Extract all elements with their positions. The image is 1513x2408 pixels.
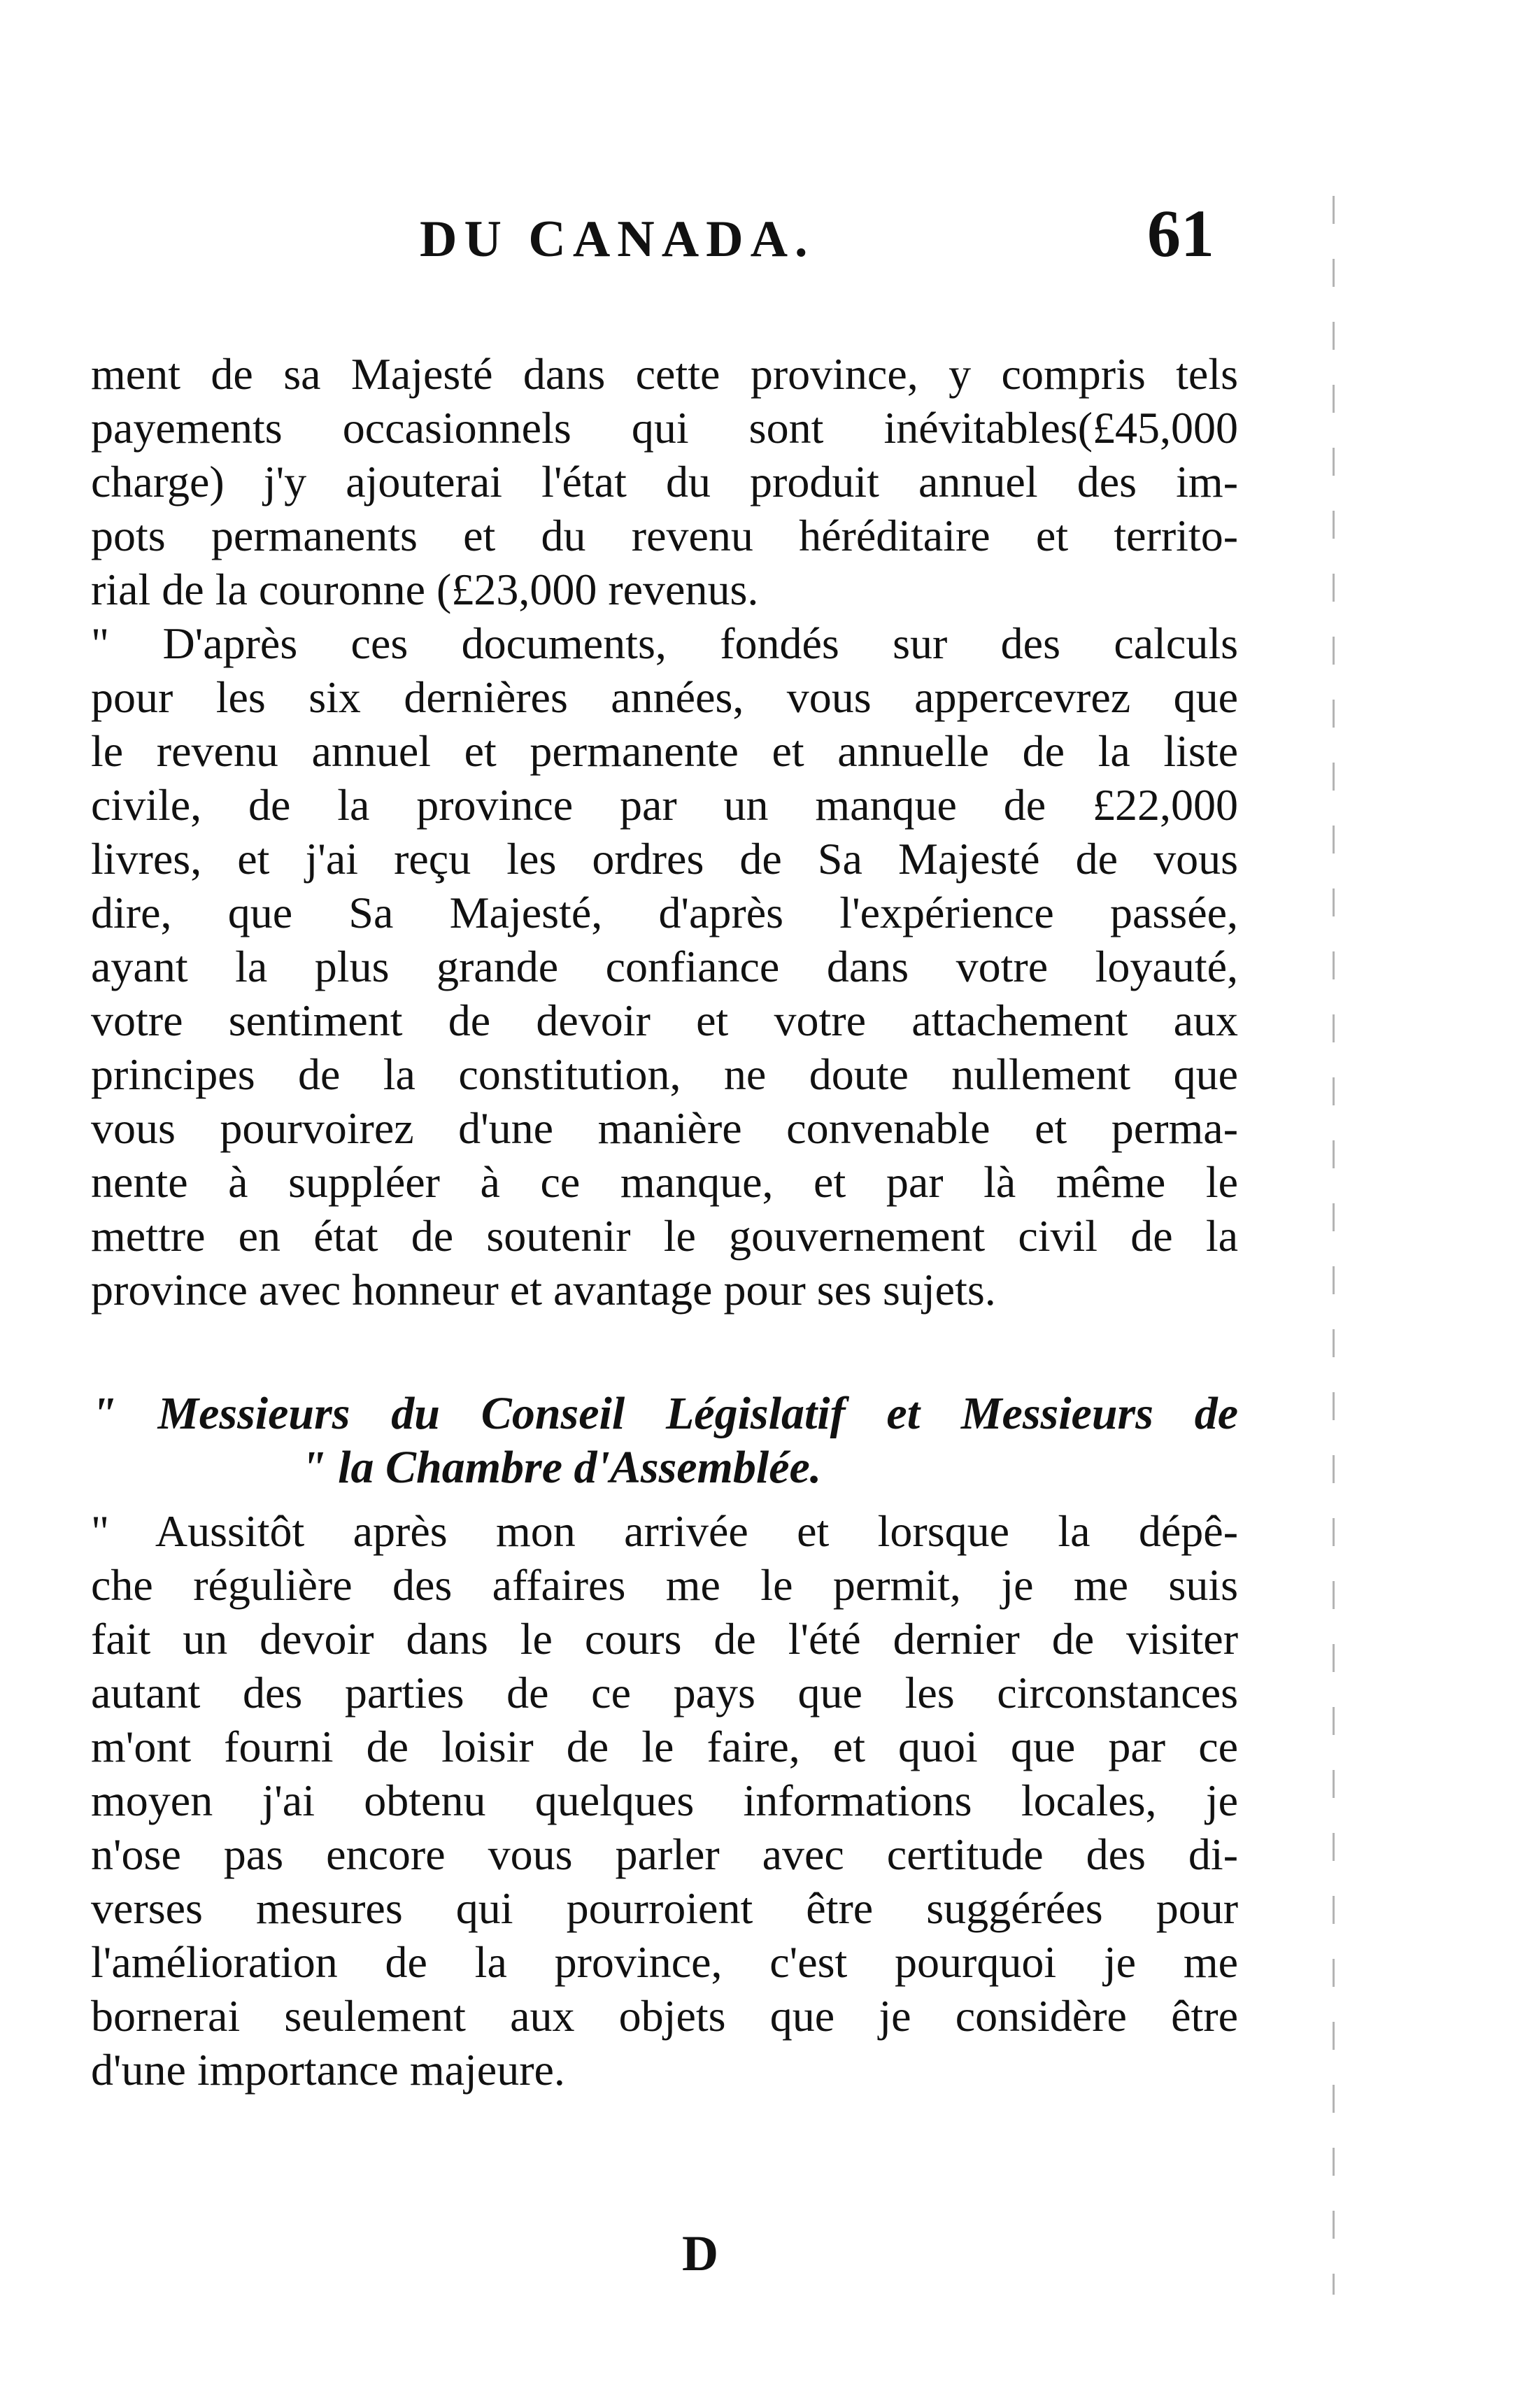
paragraph-block — [91, 1504, 1238, 2097]
text-line: d'une importance majeure. — [91, 2045, 565, 2095]
page-number: 61 — [1147, 196, 1214, 271]
text-line: civile, de la province par un manque de £22,000 — [91, 780, 1238, 830]
text-line: " D'après ces documents, fondés sur des calculs — [91, 618, 1238, 668]
text-line: ment de sa Majesté dans cette province, y compris tels — [91, 349, 1238, 399]
text-line: " Aussitôt après mon arrivée et lorsque la dépê- — [91, 1506, 1238, 1556]
text-line: principes de la constitution, ne doute nullement que — [91, 1049, 1238, 1099]
text-line: le revenu annuel et permanente et annuelle de la liste — [91, 726, 1238, 776]
text-line: mettre en état de soutenir le gouvernement civil de la — [91, 1211, 1238, 1261]
text-line: bornerai seulement aux objets que je considère être — [91, 1991, 1238, 2041]
text-line: dire, que Sa Majesté, d'après l'expérience passée, — [91, 888, 1238, 937]
text-line: l'amélioration de la province, c'est pourquoi je me — [91, 1937, 1238, 1987]
text-line: livres, et j'ai reçu les ordres de Sa Majesté de vous — [91, 834, 1238, 884]
text-line: nente à suppléer à ce manque, et par là même le — [91, 1157, 1238, 1207]
text-line: m'ont fourni de loisir de le faire, et quoi que par ce — [91, 1722, 1238, 1771]
text-line: vous pourvoirez d'une manière convenable et perma- — [91, 1103, 1238, 1153]
text-line: moyen j'ai obtenu quelques informations locales, je — [91, 1776, 1238, 1825]
text-line: payements occasionnels qui sont inévitables(£45,000 — [91, 403, 1238, 453]
text-line: autant des parties de ce pays que les circonstances — [91, 1668, 1238, 1718]
text-line: verses mesures qui pourroient être suggérées pour — [91, 1883, 1238, 1933]
running-head: DU CANADA. — [420, 211, 815, 268]
text-line: rial de la couronne (£23,000 revenus. — [91, 565, 759, 614]
text-line: che régulière des affaires me le permit, je me suis — [91, 1560, 1238, 1610]
text-line: province avec honneur et avantage pour ses sujets. — [91, 1265, 996, 1315]
text-line: charge) j'y ajouterai l'état du produit annuel des im- — [91, 457, 1238, 507]
text-line: n'ose pas encore vous parler avec certitude des di- — [91, 1829, 1238, 1879]
signature-mark: D — [682, 2225, 718, 2281]
paragraph-block — [91, 347, 1238, 1317]
address-heading: " Messieurs du Conseil Législatif et Messieurs de — [91, 1388, 1238, 1439]
text-line: ayant la plus grande confiance dans votre loyauté, — [91, 942, 1238, 991]
gutter-edge — [1333, 196, 1335, 2295]
text-line: votre sentiment de devoir et votre attachement aux — [91, 996, 1238, 1045]
text-line: pour les six dernières années, vous appercevrez que — [91, 672, 1238, 722]
text-line: fait un devoir dans le cours de l'été dernier de visiter — [91, 1614, 1238, 1664]
address-heading-continued: " la Chambre d'Assemblée. — [301, 1442, 822, 1493]
text-line: pots permanents et du revenu héréditaire et territo- — [91, 511, 1238, 560]
